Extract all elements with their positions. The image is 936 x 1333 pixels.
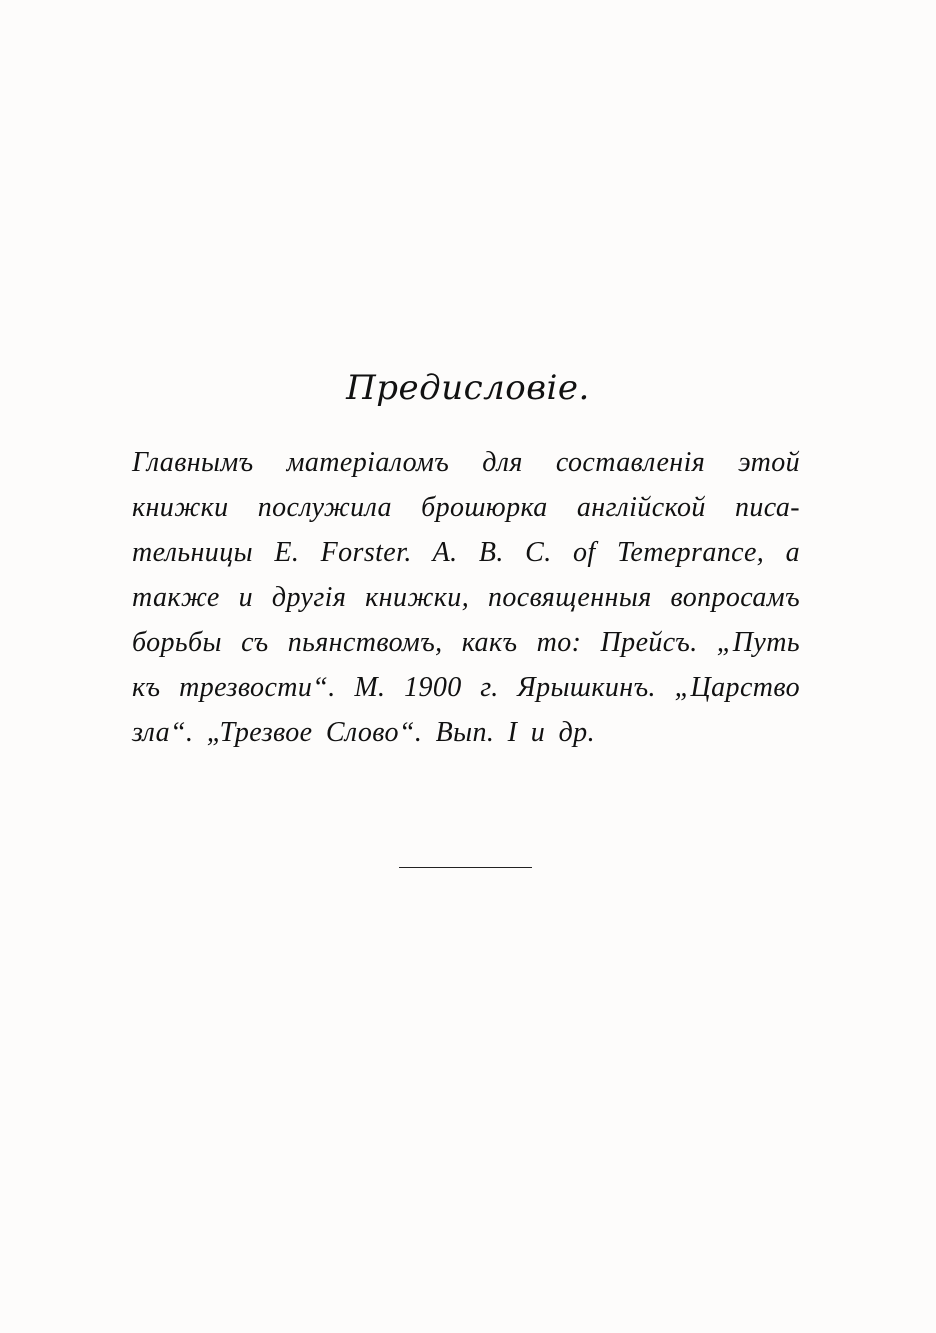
text-line: къ трезвости“. М. 1900 г. Ярышкинъ. „Царство	[132, 672, 800, 703]
text-line: Главнымъ матеріаломъ для составленія этой	[132, 447, 800, 478]
preface-paragraph	[132, 440, 800, 755]
text-line: также и другія книжки, посвященныя вопросамъ	[132, 582, 800, 613]
page-title: Предисловіе.	[346, 368, 590, 408]
section-divider	[399, 867, 532, 868]
text-line: тельницы E. Forster. A. B. C. of Temeprance, а	[132, 537, 800, 568]
text-line: книжки послужила брошюрка англійской писа-	[132, 492, 800, 523]
text-line: зла“. „Трезвое Слово“. Вып. I и др.	[132, 717, 595, 748]
text-line: борьбы съ пьянствомъ, какъ то: Прейсъ. „Путь	[132, 627, 800, 658]
